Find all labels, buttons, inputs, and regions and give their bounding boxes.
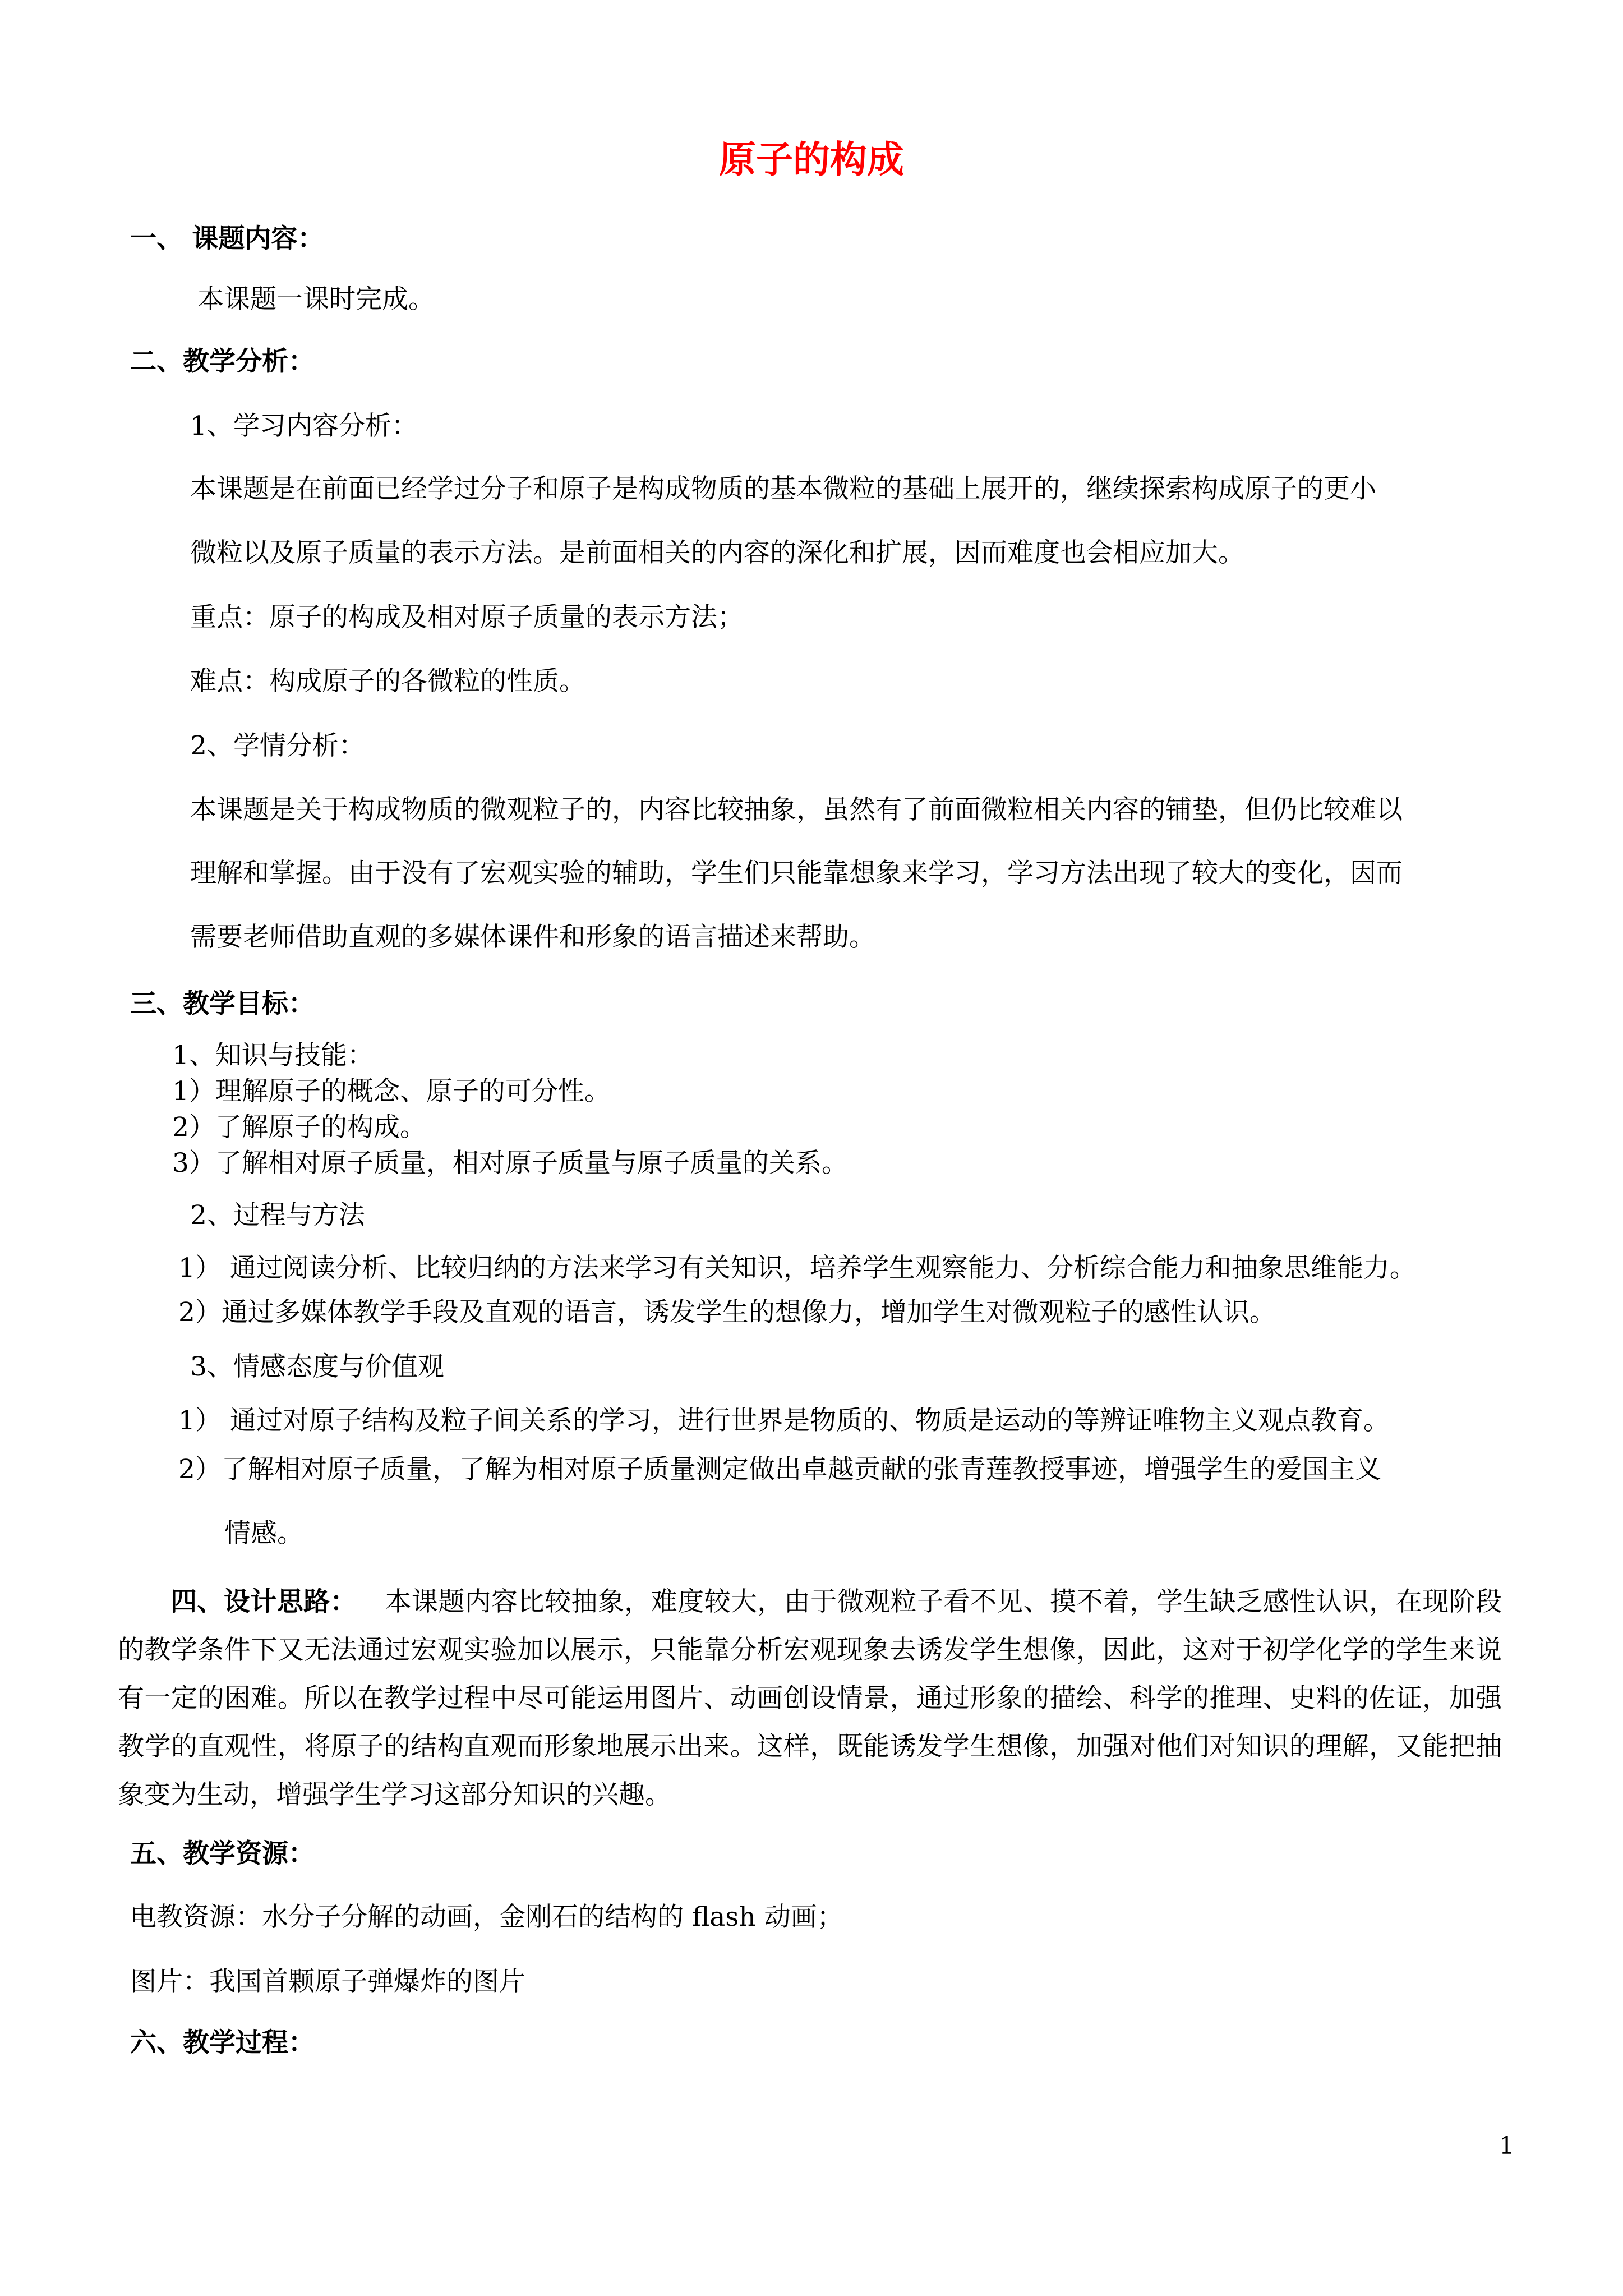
section-heading-teaching-goals: 三、教学目标： xyxy=(130,988,315,1019)
subheading-content-analysis: 1、学习内容分析： xyxy=(190,411,418,441)
section-heading-teaching-resources: 五、教学资源： xyxy=(130,1838,315,1869)
goal-item: 2）了解相对原子质量，了解为相对原子质量测定做出卓越贡献的张青莲教授事迹，增强学生的爱国主义 xyxy=(178,1454,1381,1485)
design-idea-text: 本课题内容比较抽象，难度较大，由于微观粒子看不见、摸不着，学生缺乏感性认识，在现阶段的教学条件下又无法通过宏观实验加以展示，只能靠分析宏观现象去诱发学生想像，因此，这对于初学化学的学生来说有一定的困难。所以在教学过程中尽可能运用图片、动画创设情景，通过形象的描绘、科学的推理、史料的佐证，加强教学的直观性，将原子的结构直观而形象地展示出来。这样，既能诱发学生想像，加强对他们对知识的理解，又能把抽象变为生动，增强学生学习这部分知识的兴趣。 xyxy=(118,1586,1502,1810)
page-number: 1 xyxy=(1499,2132,1514,2159)
goal-item: 2）了解原子的构成。 xyxy=(172,1112,426,1143)
difficult-point-text: 难点：构成原子的各微粒的性质。 xyxy=(190,666,585,697)
content-analysis-line: 微粒以及原子质量的表示方法。是前面相关的内容的深化和扩展，因而难度也会相应加大。 xyxy=(190,537,1244,568)
section-heading-course-content: 一、 课题内容： xyxy=(130,223,324,254)
student-analysis-line: 理解和掌握。由于没有了宏观实验的辅助，学生们只能靠想象来学习，学习方法出现了较大的变化，因而 xyxy=(190,858,1403,889)
goal-heading-process-method: 2、过程与方法 xyxy=(190,1200,365,1231)
goal-item: 1） 通过对原子结构及粒子间关系的学习，进行世界是物质的、物质是运动的等辨证唯物主义观点教育。 xyxy=(178,1405,1390,1436)
goal-heading-emotion-values: 3、情感态度与价值观 xyxy=(190,1351,444,1382)
section-heading-design-idea: 四、设计思路： xyxy=(170,1586,357,1617)
section-heading-teaching-process: 六、教学过程： xyxy=(130,2027,315,2058)
goal-item-continuation: 情感。 xyxy=(224,1518,303,1549)
resource-line: 电教资源：水分子分解的动画，金刚石的结构的 flash 动画； xyxy=(130,1902,843,1932)
design-idea-paragraph xyxy=(118,1578,1502,1819)
section-heading-teaching-analysis: 二、教学分析： xyxy=(130,346,315,377)
goal-item: 1） 通过阅读分析、比较归纳的方法来学习有关知识，培养学生观察能力、分析综合能力和抽象思维能力。 xyxy=(178,1253,1416,1283)
resource-line: 图片：我国首颗原子弹爆炸的图片 xyxy=(130,1966,525,1997)
student-analysis-line: 本课题是关于构成物质的微观粒子的，内容比较抽象，虽然有了前面微粒相关内容的铺垫，但仍比较难以 xyxy=(190,794,1403,825)
student-analysis-line: 需要老师借助直观的多媒体课件和形象的语言描述来帮助。 xyxy=(190,922,875,953)
goal-item: 3）了解相对原子质量，相对原子质量与原子质量的关系。 xyxy=(172,1148,848,1179)
document-title: 原子的构成 xyxy=(719,137,904,181)
course-content-text: 本课题一课时完成。 xyxy=(197,284,435,315)
goal-heading-knowledge-skills: 1、知识与技能： xyxy=(172,1040,374,1071)
content-analysis-line: 本课题是在前面已经学过分子和原子是构成物质的基本微粒的基础上展开的，继续探索构成原子的更小 xyxy=(190,473,1376,504)
subheading-student-analysis: 2、学情分析： xyxy=(190,730,365,761)
key-point-text: 重点：原子的构成及相对原子质量的表示方法； xyxy=(190,602,744,633)
goal-item: 1）理解原子的概念、原子的可分性。 xyxy=(172,1076,611,1107)
goal-item: 2）通过多媒体教学手段及直观的语言，诱发学生的想像力，增加学生对微观粒子的感性认识。 xyxy=(178,1297,1276,1328)
